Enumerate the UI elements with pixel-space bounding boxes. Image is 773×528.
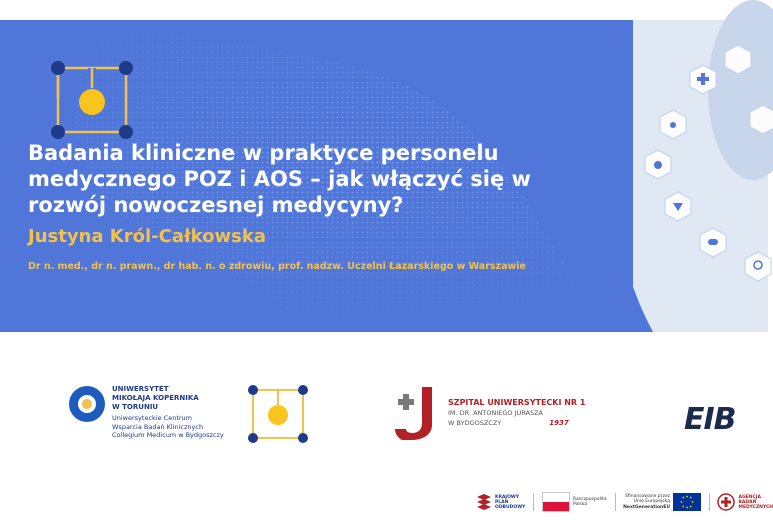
hospital-year: 1937 — [549, 419, 569, 427]
speaker-name: Justyna Król-Całkowska — [28, 226, 266, 247]
umk-logo-block — [68, 385, 224, 440]
eu-logo — [623, 493, 701, 511]
kpo-line-3: ODBUDOWY — [495, 504, 526, 510]
rp-logo — [542, 492, 607, 512]
ucwbk-logo-small — [248, 385, 308, 447]
speaker-credentials: Dr n. med., dr n. prawn., dr hab. n. o zdrowiu, prof. nadzw. Uczelni Łazarskiego w Warszawie — [28, 261, 526, 272]
umk-name-line-3: W TORUNIU — [112, 403, 159, 411]
doctor-hexagon-photo — [633, 20, 768, 332]
hero-banner — [0, 20, 768, 332]
eu-line-2: Unię Europejską — [633, 499, 670, 505]
umk-emblem-icon — [68, 385, 106, 423]
lecture-title: Badania kliniczne w praktyce personelu medycznego POZ i AOS – jak włączyć się w rozwój nowoczesnej medycyny? — [28, 141, 531, 217]
abm-line-1: AGENCJA — [738, 494, 761, 500]
umk-name-line-2: MIKOŁAJA KOPERNIKA — [112, 394, 199, 402]
hospital-city: W BYDGOSZCZY — [448, 419, 502, 427]
divider — [709, 493, 710, 511]
rp-line-1: Rzeczpospolita — [572, 497, 607, 502]
poland-flag-icon — [542, 492, 570, 512]
umk-unit-line-1: Uniwersyteckie Centrum — [112, 414, 192, 422]
kpo-arrows-icon — [476, 493, 492, 511]
divider — [533, 493, 534, 511]
hospital-emblem-icon — [392, 385, 442, 441]
umk-unit-line-2: Wsparcia Badań Klinicznych — [112, 422, 204, 431]
abm-emblem-icon — [717, 493, 735, 511]
divider — [615, 493, 616, 511]
funding-logos-bar — [476, 492, 773, 512]
ucwbk-logo — [50, 60, 134, 144]
eib-logo: EIB — [684, 402, 736, 437]
umk-name-line-1: UNIWERSYTET — [112, 385, 169, 393]
kpo-line-2: PLAN — [495, 499, 509, 505]
hospital-logo-block — [392, 385, 585, 441]
umk-unit-line-3: Collegium Medicum w Bydgoszczy — [112, 431, 224, 439]
hospital-patron: IM. DR. ANTONIEGO JURASZA — [448, 409, 543, 417]
eu-line-1: Sfinansowane przez — [625, 493, 670, 499]
rp-line-2: Polska — [572, 502, 588, 507]
abm-line-2: BADAŃ — [738, 499, 757, 505]
eu-flag-icon — [673, 493, 701, 511]
eu-line-3: NextGenerationEU — [623, 504, 670, 510]
hospital-name: SZPITAL UNIWERSYTECKI NR 1 — [448, 398, 586, 407]
kpo-line-1: KRAJOWY — [495, 494, 520, 500]
abm-line-3: MEDYCZNYCH — [738, 504, 773, 510]
kpo-logo — [476, 493, 525, 511]
abm-logo — [717, 493, 773, 511]
